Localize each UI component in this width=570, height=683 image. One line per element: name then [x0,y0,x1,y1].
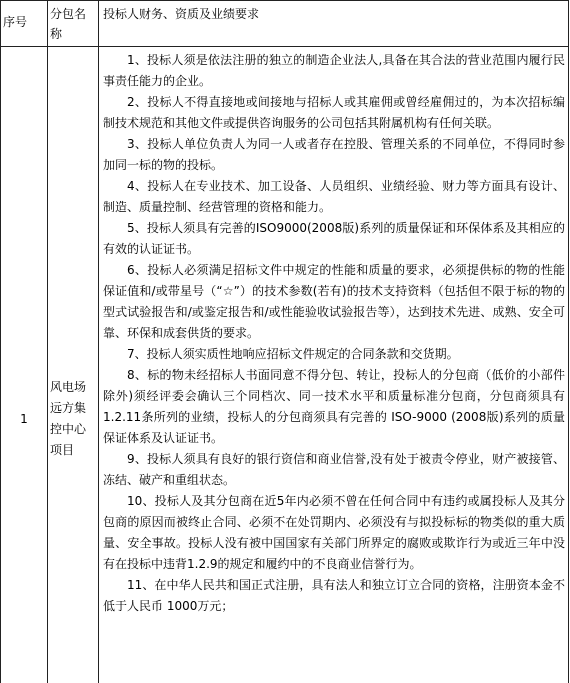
requirement-item: 7、投标人须实质性地响应招标文件规定的合同条款和交货期。 [127,347,459,361]
header-requirements: 投标人财务、资质及业绩要求 [103,7,260,21]
requirement-item: 9、投标人须具有良好的银行资信和商业信誉,没有处于被责令停业，财产被接管、冻结、破产和重组状态。 [103,452,565,487]
header-package-name: 分包名称 [50,7,87,41]
requirement-item: 2、投标人不得直接地或间接地与招标人或其雇佣或曾经雇佣过的，为本次招标编制技术规范和其他文件或提供咨询服务的公司包括其附属机构有任何关联。 [103,95,565,130]
table-border-right [568,0,569,683]
requirements-list [103,50,565,617]
column-divider-1 [47,0,48,683]
requirement-item: 8、标的物未经招标人书面同意不得分包、转让，投标人的分包商（低价的小部件除外)须经评委会确认三个同档次、同一技术水平和质量标准分包商，分包商须具有1.2.11条所列的业绩，投标人的分包商须具有完善的 ISO-9000 (2008版)系列的质量保证体系及认证证书。 [103,368,565,445]
column-divider-2 [98,0,99,683]
requirement-item: 4、投标人在专业技术、加工设备、人员组织、业绩经验、财力等方面具有设计、制造、质量控制、经营管理的资格和能力。 [103,179,565,214]
requirement-item: 5、投标人须具有完善的ISO9000(2008版)系列的质量保证和环保体系及其相应的有效的认证证书。 [103,221,565,256]
requirement-item: 6、投标人必须满足招标文件中规定的性能和质量的要求，必须提供标的物的性能保证值和/或带星号（“☆”）的技术参数(若有)的技术支持资料（包括但不限于标的物的型式试验报告和/或鉴定报告和/或性能验收试验报告等），达到技术先进、成熟、安全可靠、环保和成套供货的要求。 [103,263,565,340]
table-border-left [0,0,1,683]
requirement-item: 10、投标人及其分包商在近5年内必须不曾在任何合同中有违约或属投标人及其分包商的原因而被终止合同、必须不在处罚期内、必须没有与拟投标标的物类似的重大质量、安全事故。投标人没有被中国国家有关部门所界定的腐败或欺诈行为或近三年中没有在投标中违背1.2.9的规定和履约中的不良商业信誉行为。 [103,494,565,571]
row-seq-number: 1 [20,412,28,426]
header-seq: 序号 [3,15,28,29]
requirement-item: 3、投标人单位负责人为同一人或者存在控股、管理关系的不同单位，不得同时参加同一标的物的投标。 [103,137,565,172]
requirement-item: 1、投标人须是依法注册的独立的制造企业法人,具备在其合法的营业范围内履行民事责任能力的企业。 [103,53,565,88]
requirement-item: 11、在中华人民共和国正式注册，具有法人和独立订立合同的资格，注册资本金不低于人民币 1000万元； [103,578,565,613]
row-package-name: 风电场远方集控中心项目 [50,380,87,457]
